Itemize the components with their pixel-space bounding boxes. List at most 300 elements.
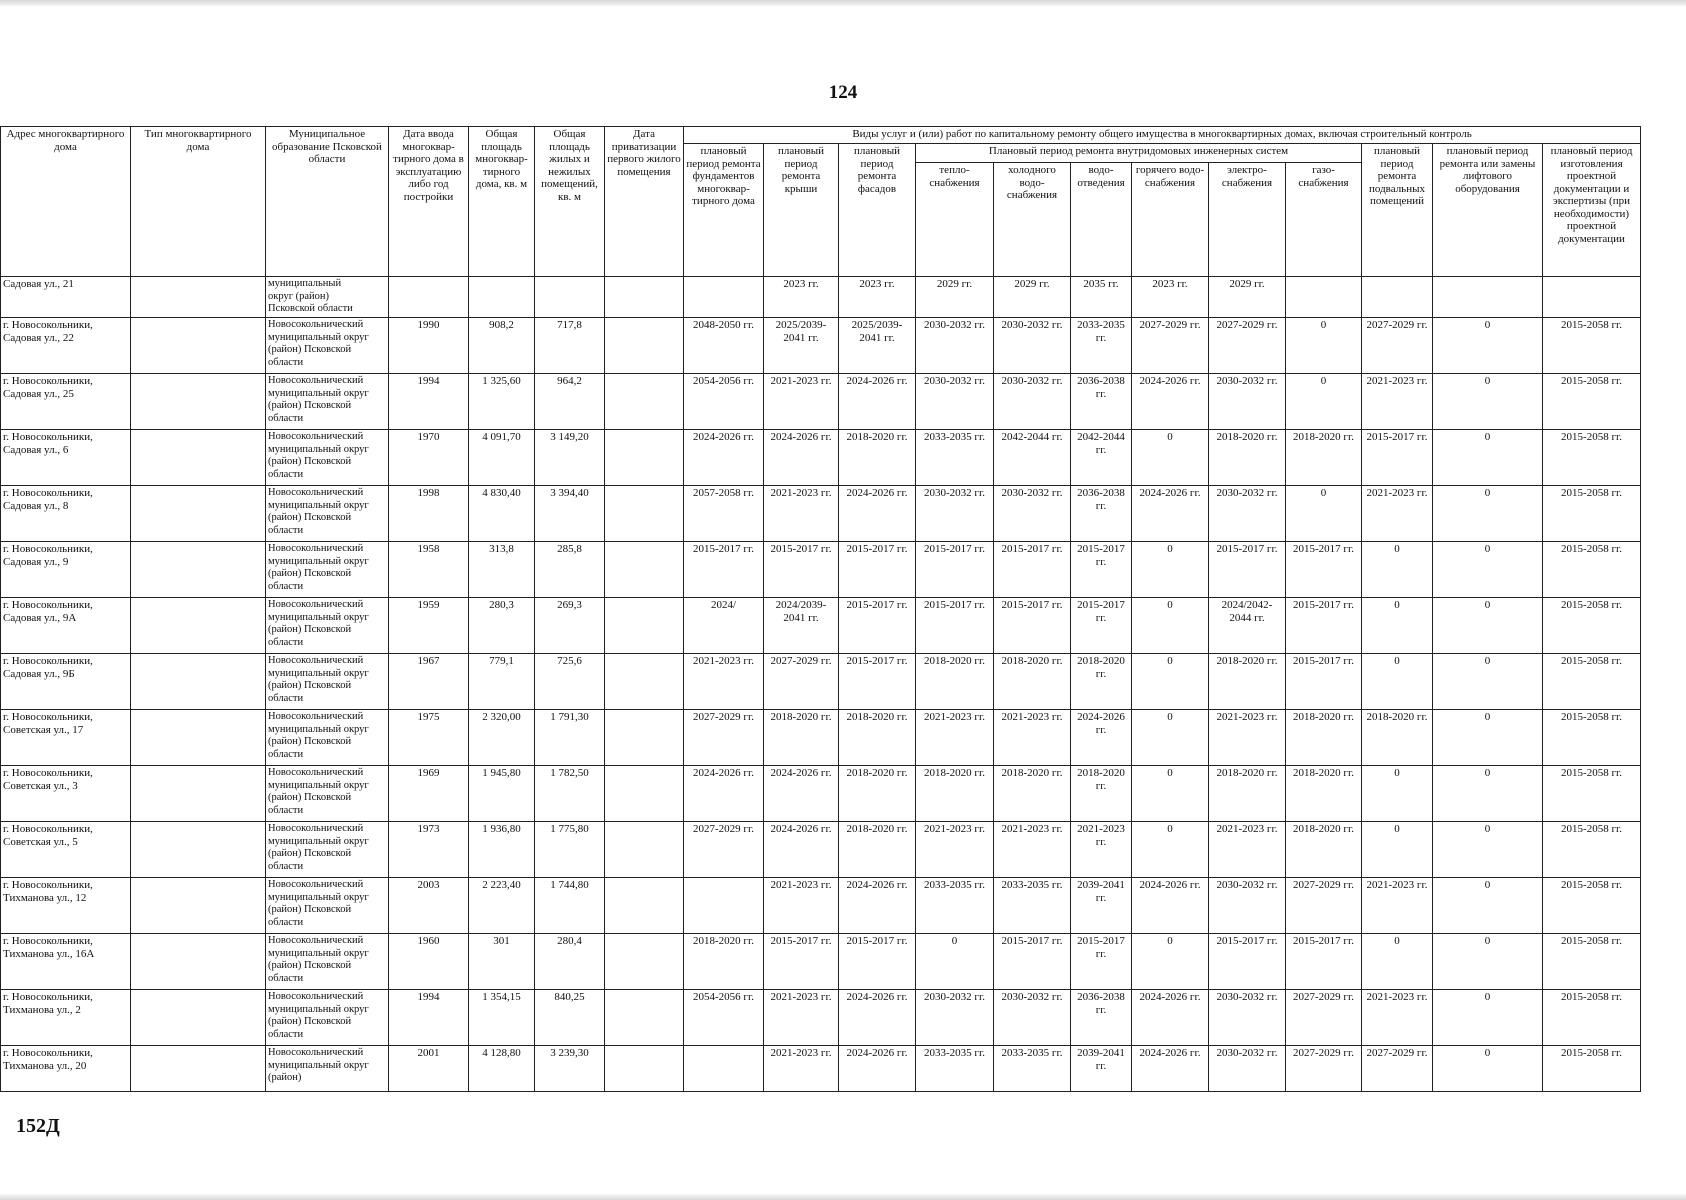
cell-roof: 2021-2023 гг. (764, 878, 839, 934)
table-row (1, 766, 1641, 822)
cell-type (131, 598, 266, 654)
scan-top-edge (0, 0, 1686, 6)
cell-address: г. Новосокольники, Садовая ул., 9А (1, 598, 131, 654)
cell-basement: 2021-2023 гг. (1362, 486, 1433, 542)
cell-type (131, 1046, 266, 1092)
cell-year: 1973 (389, 822, 469, 878)
cell-privatization (605, 710, 684, 766)
header-repair-group: Виды услуг и (или) работ по капитальному ремонту общего имущества в многоквартирных домах, включая строительный контроль (684, 127, 1641, 144)
cell-heating: 2033-2035 гг. (916, 430, 994, 486)
cell-living-area: 1 775,80 (535, 822, 605, 878)
cell-facade: 2018-2020 гг. (839, 822, 916, 878)
cell-hot-water: 2024-2026 гг. (1132, 1046, 1209, 1092)
cell-address: г. Новосокольники, Садовая ул., 9Б (1, 654, 131, 710)
cell-total-area: 2 320,00 (469, 710, 535, 766)
cell-sewage: 2015-2017 гг. (1071, 598, 1132, 654)
cell-municipality: Новосокольнический муниципальный округ (район) Псковской области (266, 710, 389, 766)
cell-heating: 2033-2035 гг. (916, 878, 994, 934)
cell-sewage: 2024-2026 гг. (1071, 710, 1132, 766)
cell-cold-water: 2015-2017 гг. (994, 542, 1071, 598)
cell-electric: 2027-2029 гг. (1209, 318, 1286, 374)
cell-electric: 2018-2020 гг. (1209, 766, 1286, 822)
cell-year: 1959 (389, 598, 469, 654)
cell-year: 1970 (389, 430, 469, 486)
cell-cold-water: 2018-2020 гг. (994, 766, 1071, 822)
cell-electric: 2030-2032 гг. (1209, 990, 1286, 1046)
table-row (1, 654, 1641, 710)
cell-municipality: Новосокольнический муниципальный округ (район) Псковской области (266, 878, 389, 934)
cell-hot-water: 0 (1132, 654, 1209, 710)
cell-roof: 2027-2029 гг. (764, 654, 839, 710)
cell-gas: 2015-2017 гг. (1286, 598, 1362, 654)
cell-sewage: 2018-2020 гг. (1071, 654, 1132, 710)
cell-total-area: 1 936,80 (469, 822, 535, 878)
cell-type (131, 277, 266, 318)
cell-type (131, 430, 266, 486)
cell-year: 1975 (389, 710, 469, 766)
cell-gas: 2027-2029 гг. (1286, 1046, 1362, 1092)
cell-cold-water: 2015-2017 гг. (994, 598, 1071, 654)
cell-sewage: 2018-2020 гг. (1071, 766, 1132, 822)
cell-elevator: 0 (1433, 822, 1543, 878)
cell-roof: 2021-2023 гг. (764, 1046, 839, 1092)
cell-gas: 0 (1286, 318, 1362, 374)
cell-privatization (605, 318, 684, 374)
cell-foundation (684, 277, 764, 318)
cell-electric: 2018-2020 гг. (1209, 654, 1286, 710)
cell-privatization (605, 766, 684, 822)
header-design-docs: плановый период изготовления проектной документации и экспертизы (при необходимости) проектной документации (1543, 144, 1641, 277)
cell-heating: 2030-2032 гг. (916, 374, 994, 430)
cell-basement: 0 (1362, 598, 1433, 654)
cell-municipality: Новосокольнический муниципальный округ (район) Псковской области (266, 542, 389, 598)
cell-total-area: 4 128,80 (469, 1046, 535, 1092)
cell-heating: 2018-2020 гг. (916, 766, 994, 822)
cell-cold-water: 2029 гг. (994, 277, 1071, 318)
table-row (1, 822, 1641, 878)
cell-electric: 2015-2017 гг. (1209, 542, 1286, 598)
cell-hot-water: 2024-2026 гг. (1132, 878, 1209, 934)
cell-basement: 2027-2029 гг. (1362, 318, 1433, 374)
cell-type (131, 318, 266, 374)
cell-electric: 2030-2032 гг. (1209, 878, 1286, 934)
header-total-area: Общая площадь многоквар-тирного дома, кв. м (469, 127, 535, 277)
cell-electric: 2030-2032 гг. (1209, 374, 1286, 430)
cell-roof: 2015-2017 гг. (764, 934, 839, 990)
cell-sewage: 2036-2038 гг. (1071, 990, 1132, 1046)
cell-electric: 2024/2042-2044 гг. (1209, 598, 1286, 654)
cell-living-area (535, 277, 605, 318)
header-type: Тип многоквартирного дома (131, 127, 266, 277)
cell-roof: 2024/2039-2041 гг. (764, 598, 839, 654)
cell-design-docs: 2015-2058 гг. (1543, 934, 1641, 990)
cell-facade: 2024-2026 гг. (839, 990, 916, 1046)
cell-municipality: Новосокольнический муниципальный округ (район) Псковской области (266, 822, 389, 878)
cell-sewage: 2039-2041 гг. (1071, 1046, 1132, 1092)
cell-facade: 2015-2017 гг. (839, 934, 916, 990)
page-number: 124 (828, 82, 858, 103)
cell-address: г. Новосокольники, Тихманова ул., 2 (1, 990, 131, 1046)
header-cold-water: холодного водо-снабжения (994, 163, 1071, 277)
cell-privatization (605, 822, 684, 878)
cell-roof: 2018-2020 гг. (764, 710, 839, 766)
cell-sewage: 2021-2023 гг. (1071, 822, 1132, 878)
cell-sewage: 2039-2041 гг. (1071, 878, 1132, 934)
cell-cold-water: 2018-2020 гг. (994, 654, 1071, 710)
cell-roof: 2023 гг. (764, 277, 839, 318)
cell-hot-water: 2024-2026 гг. (1132, 374, 1209, 430)
cell-design-docs: 2015-2058 гг. (1543, 1046, 1641, 1092)
cell-elevator: 0 (1433, 542, 1543, 598)
cell-living-area: 280,4 (535, 934, 605, 990)
header-privatization-date: Дата приватизации первого жилого помещения (605, 127, 684, 277)
cell-heating: 2021-2023 гг. (916, 822, 994, 878)
cell-basement: 0 (1362, 542, 1433, 598)
cell-living-area: 3 149,20 (535, 430, 605, 486)
cell-type (131, 934, 266, 990)
cell-roof: 2021-2023 гг. (764, 374, 839, 430)
cell-year: 2001 (389, 1046, 469, 1092)
table-row (1, 934, 1641, 990)
header-heating: тепло-снабжения (916, 163, 994, 277)
cell-privatization (605, 430, 684, 486)
cell-gas: 2015-2017 гг. (1286, 934, 1362, 990)
cell-gas: 2018-2020 гг. (1286, 822, 1362, 878)
cell-total-area: 1 354,15 (469, 990, 535, 1046)
municipality-line: Псковской области (268, 303, 353, 314)
cell-total-area: 301 (469, 934, 535, 990)
cell-foundation (684, 1046, 764, 1092)
cell-design-docs: 2015-2058 гг. (1543, 374, 1641, 430)
header-facade: плановый период ремонта фасадов (839, 144, 916, 277)
cell-hot-water: 0 (1132, 934, 1209, 990)
cell-year: 1998 (389, 486, 469, 542)
cell-year: 1990 (389, 318, 469, 374)
cell-elevator: 0 (1433, 430, 1543, 486)
header-electric: электро-снабжения (1209, 163, 1286, 277)
table-row (1, 710, 1641, 766)
cell-address: г. Новосокольники, Тихманова ул., 12 (1, 878, 131, 934)
cell-basement: 2021-2023 гг. (1362, 374, 1433, 430)
cell-address: г. Новосокольники, Садовая ул., 25 (1, 374, 131, 430)
cell-design-docs: 2015-2058 гг. (1543, 822, 1641, 878)
cell-cold-water: 2042-2044 гг. (994, 430, 1071, 486)
cell-elevator: 0 (1433, 318, 1543, 374)
cell-total-area: 4 830,40 (469, 486, 535, 542)
cell-type (131, 878, 266, 934)
cell-gas: 2027-2029 гг. (1286, 990, 1362, 1046)
cell-living-area: 285,8 (535, 542, 605, 598)
header-basement: плановый период ремонта подвальных помещений (1362, 144, 1433, 277)
cell-elevator: 0 (1433, 598, 1543, 654)
cell-basement: 2018-2020 гг. (1362, 710, 1433, 766)
cell-total-area: 1 325,60 (469, 374, 535, 430)
cell-roof: 2025/2039-2041 гг. (764, 318, 839, 374)
cell-facade: 2018-2020 гг. (839, 430, 916, 486)
table-row (1, 430, 1641, 486)
cell-foundation: 2015-2017 гг. (684, 542, 764, 598)
cell-privatization (605, 934, 684, 990)
cell-gas: 2018-2020 гг. (1286, 710, 1362, 766)
cell-gas: 2018-2020 гг. (1286, 430, 1362, 486)
cell-cold-water: 2030-2032 гг. (994, 486, 1071, 542)
cell-electric: 2021-2023 гг. (1209, 822, 1286, 878)
scan-bottom-edge (0, 1194, 1686, 1200)
cell-hot-water: 0 (1132, 542, 1209, 598)
cell-facade: 2018-2020 гг. (839, 766, 916, 822)
cell-elevator: 0 (1433, 878, 1543, 934)
cell-type (131, 542, 266, 598)
capital-repair-table (0, 126, 1641, 1092)
cell-foundation: 2021-2023 гг. (684, 654, 764, 710)
cell-total-area: 779,1 (469, 654, 535, 710)
cell-facade: 2024-2026 гг. (839, 374, 916, 430)
cell-facade: 2024-2026 гг. (839, 486, 916, 542)
cell-living-area: 3 394,40 (535, 486, 605, 542)
cell-basement: 2021-2023 гг. (1362, 990, 1433, 1046)
table-row (1, 1046, 1641, 1092)
cell-elevator (1433, 277, 1543, 318)
cell-year: 1958 (389, 542, 469, 598)
cell-sewage: 2015-2017 гг. (1071, 542, 1132, 598)
cell-heating: 2030-2032 гг. (916, 990, 994, 1046)
cell-heating: 2018-2020 гг. (916, 654, 994, 710)
cell-sewage: 2036-2038 гг. (1071, 374, 1132, 430)
cell-year: 2003 (389, 878, 469, 934)
table-row (1, 598, 1641, 654)
cell-elevator: 0 (1433, 934, 1543, 990)
cell-roof: 2024-2026 гг. (764, 822, 839, 878)
cell-address: г. Новосокольники, Садовая ул., 22 (1, 318, 131, 374)
cell-hot-water: 0 (1132, 822, 1209, 878)
cell-facade: 2015-2017 гг. (839, 598, 916, 654)
cell-electric: 2029 гг. (1209, 277, 1286, 318)
cell-roof: 2015-2017 гг. (764, 542, 839, 598)
cell-foundation: 2027-2029 гг. (684, 822, 764, 878)
cell-privatization (605, 990, 684, 1046)
cell-privatization (605, 598, 684, 654)
cell-roof: 2024-2026 гг. (764, 430, 839, 486)
cell-foundation: 2054-2056 гг. (684, 374, 764, 430)
cell-electric: 2030-2032 гг. (1209, 486, 1286, 542)
cell-privatization (605, 277, 684, 318)
cell-foundation: 2054-2056 гг. (684, 990, 764, 1046)
cell-year: 1960 (389, 934, 469, 990)
cell-facade: 2024-2026 гг. (839, 1046, 916, 1092)
header-commission-date: Дата ввода многоквар-тирного дома в эксплуатацию либо год постройки (389, 127, 469, 277)
cell-type (131, 654, 266, 710)
cell-living-area: 1 791,30 (535, 710, 605, 766)
cell-heating: 2033-2035 гг. (916, 1046, 994, 1092)
cell-total-area (469, 277, 535, 318)
cell-foundation: 2018-2020 гг. (684, 934, 764, 990)
cell-total-area: 313,8 (469, 542, 535, 598)
cell-gas: 2015-2017 гг. (1286, 542, 1362, 598)
cell-municipality: Новосокольнический муниципальный округ (район) Псковской области (266, 990, 389, 1046)
cell-basement: 0 (1362, 822, 1433, 878)
cell-facade: 2015-2017 гг. (839, 542, 916, 598)
table-row (1, 374, 1641, 430)
cell-design-docs: 2015-2058 гг. (1543, 654, 1641, 710)
cell-foundation: 2057-2058 гг. (684, 486, 764, 542)
cell-living-area: 1 782,50 (535, 766, 605, 822)
cell-foundation (684, 878, 764, 934)
cell-privatization (605, 654, 684, 710)
cell-gas: 2027-2029 гг. (1286, 878, 1362, 934)
cell-basement: 2021-2023 гг. (1362, 878, 1433, 934)
cell-privatization (605, 486, 684, 542)
cell-address: г. Новосокольники, Советская ул., 17 (1, 710, 131, 766)
cell-heating: 2029 гг. (916, 277, 994, 318)
cell-elevator: 0 (1433, 710, 1543, 766)
cell-type (131, 374, 266, 430)
cell-cold-water: 2030-2032 гг. (994, 318, 1071, 374)
cell-design-docs: 2015-2058 гг. (1543, 318, 1641, 374)
cell-foundation: 2024/ (684, 598, 764, 654)
cell-gas: 0 (1286, 374, 1362, 430)
cell-sewage: 2042-2044 гг. (1071, 430, 1132, 486)
cell-total-area: 908,2 (469, 318, 535, 374)
cell-design-docs: 2015-2058 гг. (1543, 542, 1641, 598)
cell-elevator: 0 (1433, 486, 1543, 542)
cell-gas: 2015-2017 гг. (1286, 654, 1362, 710)
cell-address: г. Новосокольники, Тихманова ул., 16А (1, 934, 131, 990)
cell-elevator: 0 (1433, 1046, 1543, 1092)
cell-privatization (605, 878, 684, 934)
cell-address: г. Новосокольники, Советская ул., 5 (1, 822, 131, 878)
cell-privatization (605, 542, 684, 598)
header-sewage: водо-отведения (1071, 163, 1132, 277)
cell-electric: 2030-2032 гг. (1209, 1046, 1286, 1092)
cell-year (389, 277, 469, 318)
cell-total-area: 2 223,40 (469, 878, 535, 934)
cell-living-area: 269,3 (535, 598, 605, 654)
cell-municipality: Новосокольнический муниципальный округ (район) (266, 1046, 389, 1092)
cell-electric: 2018-2020 гг. (1209, 430, 1286, 486)
cell-total-area: 280,3 (469, 598, 535, 654)
cell-type (131, 710, 266, 766)
cell-facade: 2024-2026 гг. (839, 878, 916, 934)
cell-municipality: Новосокольнический муниципальный округ (район) Псковской области (266, 598, 389, 654)
cell-design-docs: 2015-2058 гг. (1543, 878, 1641, 934)
cell-living-area: 3 239,30 (535, 1046, 605, 1092)
cell-cold-water: 2015-2017 гг. (994, 934, 1071, 990)
cell-design-docs: 2015-2058 гг. (1543, 766, 1641, 822)
cell-address: Садовая ул., 21 (1, 277, 131, 318)
cell-municipality: Новосокольнический муниципальный округ (район) Псковской области (266, 486, 389, 542)
page-code: 152Д (16, 1115, 60, 1137)
cell-heating: 0 (916, 934, 994, 990)
cell-address: г. Новосокольники, Садовая ул., 6 (1, 430, 131, 486)
cell-electric: 2021-2023 гг. (1209, 710, 1286, 766)
cell-municipality: Новосокольнический муниципальный округ (район) Псковской области (266, 430, 389, 486)
cell-design-docs: 2015-2058 гг. (1543, 486, 1641, 542)
cell-gas: 0 (1286, 486, 1362, 542)
cell-year: 1969 (389, 766, 469, 822)
cell-type (131, 486, 266, 542)
cell-elevator: 0 (1433, 654, 1543, 710)
cell-address: г. Новосокольники, Советская ул., 3 (1, 766, 131, 822)
cell-basement: 2015-2017 гг. (1362, 430, 1433, 486)
cell-roof: 2021-2023 гг. (764, 990, 839, 1046)
cell-foundation: 2024-2026 гг. (684, 430, 764, 486)
cell-hot-water: 2027-2029 гг. (1132, 318, 1209, 374)
cell-design-docs: 2015-2058 гг. (1543, 598, 1641, 654)
cell-hot-water: 0 (1132, 598, 1209, 654)
cell-address: г. Новосокольники, Тихманова ул., 20 (1, 1046, 131, 1092)
municipality-line: муниципальный (268, 278, 342, 289)
table-row (1, 486, 1641, 542)
cell-foundation: 2048-2050 гг. (684, 318, 764, 374)
cell-privatization (605, 1046, 684, 1092)
cell-facade: 2018-2020 гг. (839, 710, 916, 766)
cell-elevator: 0 (1433, 990, 1543, 1046)
cell-sewage: 2033-2035 гг. (1071, 318, 1132, 374)
table-row (1, 542, 1641, 598)
header-engineering-systems: Плановый период ремонта внутридомовых инженерных систем (916, 144, 1362, 163)
cell-elevator: 0 (1433, 374, 1543, 430)
cell-foundation: 2027-2029 гг. (684, 710, 764, 766)
cell-heating: 2015-2017 гг. (916, 598, 994, 654)
cell-roof: 2024-2026 гг. (764, 766, 839, 822)
cell-design-docs (1543, 277, 1641, 318)
cell-type (131, 822, 266, 878)
cell-municipality (266, 277, 389, 318)
cell-municipality: Новосокольнический муниципальный округ (район) Псковской области (266, 374, 389, 430)
cell-basement: 2027-2029 гг. (1362, 1046, 1433, 1092)
cell-foundation: 2024-2026 гг. (684, 766, 764, 822)
cell-hot-water: 2024-2026 гг. (1132, 990, 1209, 1046)
cell-design-docs: 2015-2058 гг. (1543, 430, 1641, 486)
header-foundation: плановый период ремонта фундаментов многоквар-тирного дома (684, 144, 764, 277)
table-row (1, 878, 1641, 934)
table-row (1, 990, 1641, 1046)
cell-heating: 2030-2032 гг. (916, 486, 994, 542)
header-elevator: плановый период ремонта или замены лифтового оборудования (1433, 144, 1543, 277)
header-municipality: Муниципальное образование Псковской области (266, 127, 389, 277)
cell-year: 1967 (389, 654, 469, 710)
cell-cold-water: 2021-2023 гг. (994, 710, 1071, 766)
cell-sewage: 2035 гг. (1071, 277, 1132, 318)
cell-gas: 2018-2020 гг. (1286, 766, 1362, 822)
cell-hot-water: 0 (1132, 766, 1209, 822)
cell-sewage: 2036-2038 гг. (1071, 486, 1132, 542)
cell-roof: 2021-2023 гг. (764, 486, 839, 542)
cell-address: г. Новосокольники, Садовая ул., 9 (1, 542, 131, 598)
cell-sewage: 2015-2017 гг. (1071, 934, 1132, 990)
header-address: Адрес многоквартирного дома (1, 127, 131, 277)
header-living-area: Общая площадь жилых и нежилых помещений, кв. м (535, 127, 605, 277)
cell-living-area: 725,6 (535, 654, 605, 710)
cell-basement: 0 (1362, 766, 1433, 822)
cell-heating: 2030-2032 гг. (916, 318, 994, 374)
cell-type (131, 766, 266, 822)
cell-facade: 2025/2039-2041 гг. (839, 318, 916, 374)
cell-municipality: Новосокольнический муниципальный округ (район) Псковской области (266, 934, 389, 990)
cell-elevator: 0 (1433, 766, 1543, 822)
cell-electric: 2015-2017 гг. (1209, 934, 1286, 990)
cell-cold-water: 2021-2023 гг. (994, 822, 1071, 878)
cell-hot-water: 2024-2026 гг. (1132, 486, 1209, 542)
cell-living-area: 964,2 (535, 374, 605, 430)
cell-heating: 2021-2023 гг. (916, 710, 994, 766)
cell-year: 1994 (389, 374, 469, 430)
cell-design-docs: 2015-2058 гг. (1543, 990, 1641, 1046)
cell-total-area: 1 945,80 (469, 766, 535, 822)
cell-year: 1994 (389, 990, 469, 1046)
cell-living-area: 840,25 (535, 990, 605, 1046)
cell-municipality: Новосокольнический муниципальный округ (район) Псковской области (266, 654, 389, 710)
